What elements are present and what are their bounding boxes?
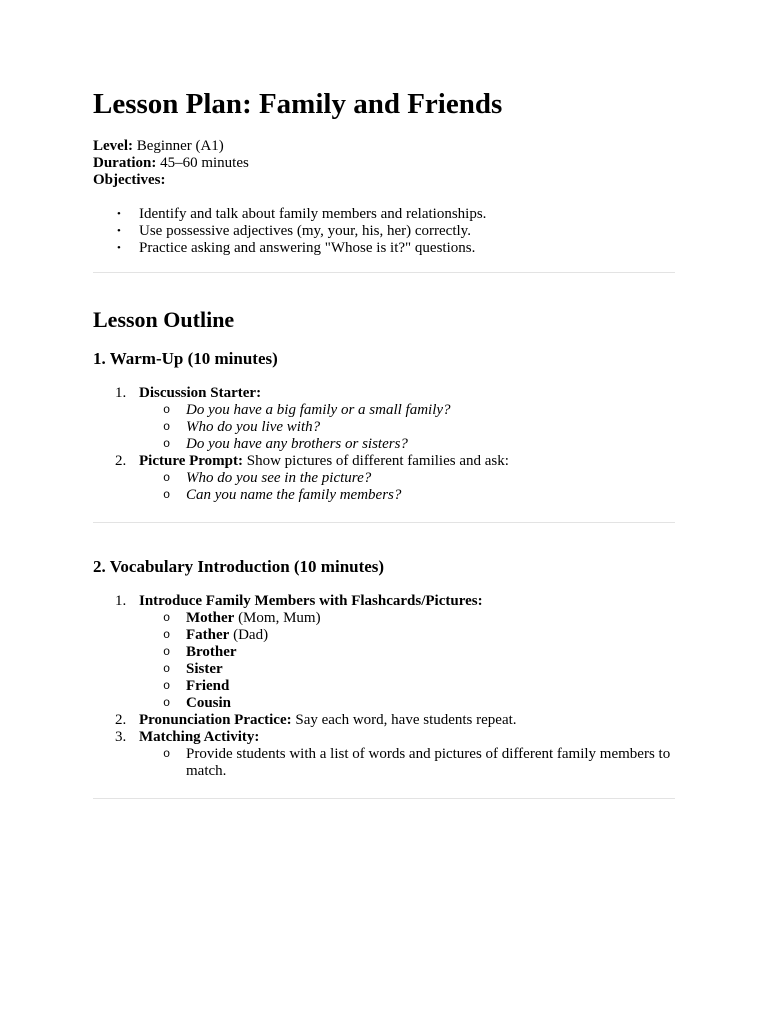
level-value: Beginner (A1) (132, 138, 224, 154)
circle-bullet-icon: o (163, 696, 171, 710)
objectives-label-line (93, 172, 675, 189)
vocab-word: Friend (186, 678, 230, 694)
step-number: 2. (115, 712, 127, 728)
bullet-icon: • (117, 225, 121, 237)
step-label: Pronunciation Practice: (139, 712, 292, 728)
vocab-word: Brother (186, 644, 237, 660)
step-line (139, 385, 675, 402)
duration-label: Duration: (93, 155, 157, 171)
question-text: Who do you live with? (186, 419, 321, 435)
divider (93, 272, 675, 273)
objective-text: Identify and talk about family members and relationships. (139, 206, 487, 222)
vocab-word: Cousin (186, 695, 232, 711)
list-item (139, 402, 675, 419)
list-item (139, 678, 675, 695)
list-item (139, 436, 675, 453)
list-item (93, 385, 675, 453)
circle-bullet-icon: o (163, 611, 171, 625)
question-text: Can you name the family members? (186, 487, 402, 503)
circle-bullet-icon: o (163, 488, 171, 502)
sub-list (139, 746, 675, 780)
warmup-steps (93, 385, 675, 504)
circle-bullet-icon: o (163, 662, 171, 676)
vocab-word: Mother (186, 610, 235, 626)
bullet-icon: • (117, 242, 121, 254)
objective-text: Practice asking and answering "Whose is it?" questions. (139, 240, 476, 256)
section-heading-warmup: 1. Warm-Up (10 minutes) (93, 349, 278, 368)
vocab-note: (Mom, Mum) (234, 610, 321, 626)
circle-bullet-icon: o (163, 437, 171, 451)
question-text: Do you have any brothers or sisters? (186, 436, 408, 452)
list-item (139, 610, 675, 627)
step-number: 3. (115, 729, 127, 745)
list-item (139, 746, 675, 780)
list-item (93, 712, 675, 729)
bullet-icon: • (117, 208, 121, 220)
circle-bullet-icon: o (163, 747, 171, 761)
circle-bullet-icon: o (163, 471, 171, 485)
step-number: 2. (115, 453, 127, 469)
outline-heading: Lesson Outline (93, 307, 235, 332)
section-heading-vocabulary: 2. Vocabulary Introduction (10 minutes) (93, 557, 385, 576)
list-item (139, 470, 675, 487)
duration-value: 45–60 minutes (156, 155, 249, 171)
step-text: Show pictures of different families and ask: (243, 453, 509, 469)
step-text: Say each word, have students repeat. (291, 712, 517, 728)
vocab-word: Sister (186, 661, 223, 677)
step-number: 1. (115, 593, 127, 609)
step-line (139, 729, 675, 746)
objectives-list (93, 206, 675, 257)
list-item (93, 223, 675, 240)
list-item (139, 487, 675, 504)
question-text: Who do you see in the picture? (186, 470, 372, 486)
level-label: Level: (93, 138, 133, 154)
step-line (139, 593, 675, 610)
list-item (139, 627, 675, 644)
list-item (139, 644, 675, 661)
vocab-note: (Dad) (229, 627, 269, 643)
list-item (93, 593, 675, 712)
vocabulary-steps (93, 593, 675, 780)
list-item (139, 695, 675, 712)
page-title: Lesson Plan: Family and Friends (93, 88, 503, 120)
duration-line (93, 155, 675, 172)
question-text: Do you have a big family or a small family? (186, 402, 451, 418)
list-item (93, 240, 675, 257)
objectives-label: Objectives: (93, 172, 166, 188)
step-label: Discussion Starter: (139, 385, 262, 401)
step-line (139, 453, 675, 470)
divider (93, 522, 675, 523)
sub-list (139, 610, 675, 712)
level-line (93, 138, 675, 155)
activity-text: Provide students with a list of words and pictures of different family members to match. (186, 746, 671, 779)
step-number: 1. (115, 385, 127, 401)
list-item (139, 661, 675, 678)
circle-bullet-icon: o (163, 403, 171, 417)
objective-text: Use possessive adjectives (my, your, his, her) correctly. (139, 223, 471, 239)
circle-bullet-icon: o (163, 628, 171, 642)
step-label: Picture Prompt: (139, 453, 243, 469)
list-item (93, 206, 675, 223)
divider (93, 798, 675, 799)
sub-list (139, 402, 675, 453)
list-item (93, 453, 675, 504)
circle-bullet-icon: o (163, 645, 171, 659)
list-item (93, 729, 675, 780)
vocab-word: Father (186, 627, 230, 643)
step-label: Matching Activity: (139, 729, 260, 745)
sub-list (139, 470, 675, 504)
lesson-meta (93, 138, 675, 189)
circle-bullet-icon: o (163, 420, 171, 434)
step-label: Introduce Family Members with Flashcards/Pictures: (139, 593, 483, 609)
circle-bullet-icon: o (163, 679, 171, 693)
step-line (139, 712, 675, 729)
list-item (139, 419, 675, 436)
